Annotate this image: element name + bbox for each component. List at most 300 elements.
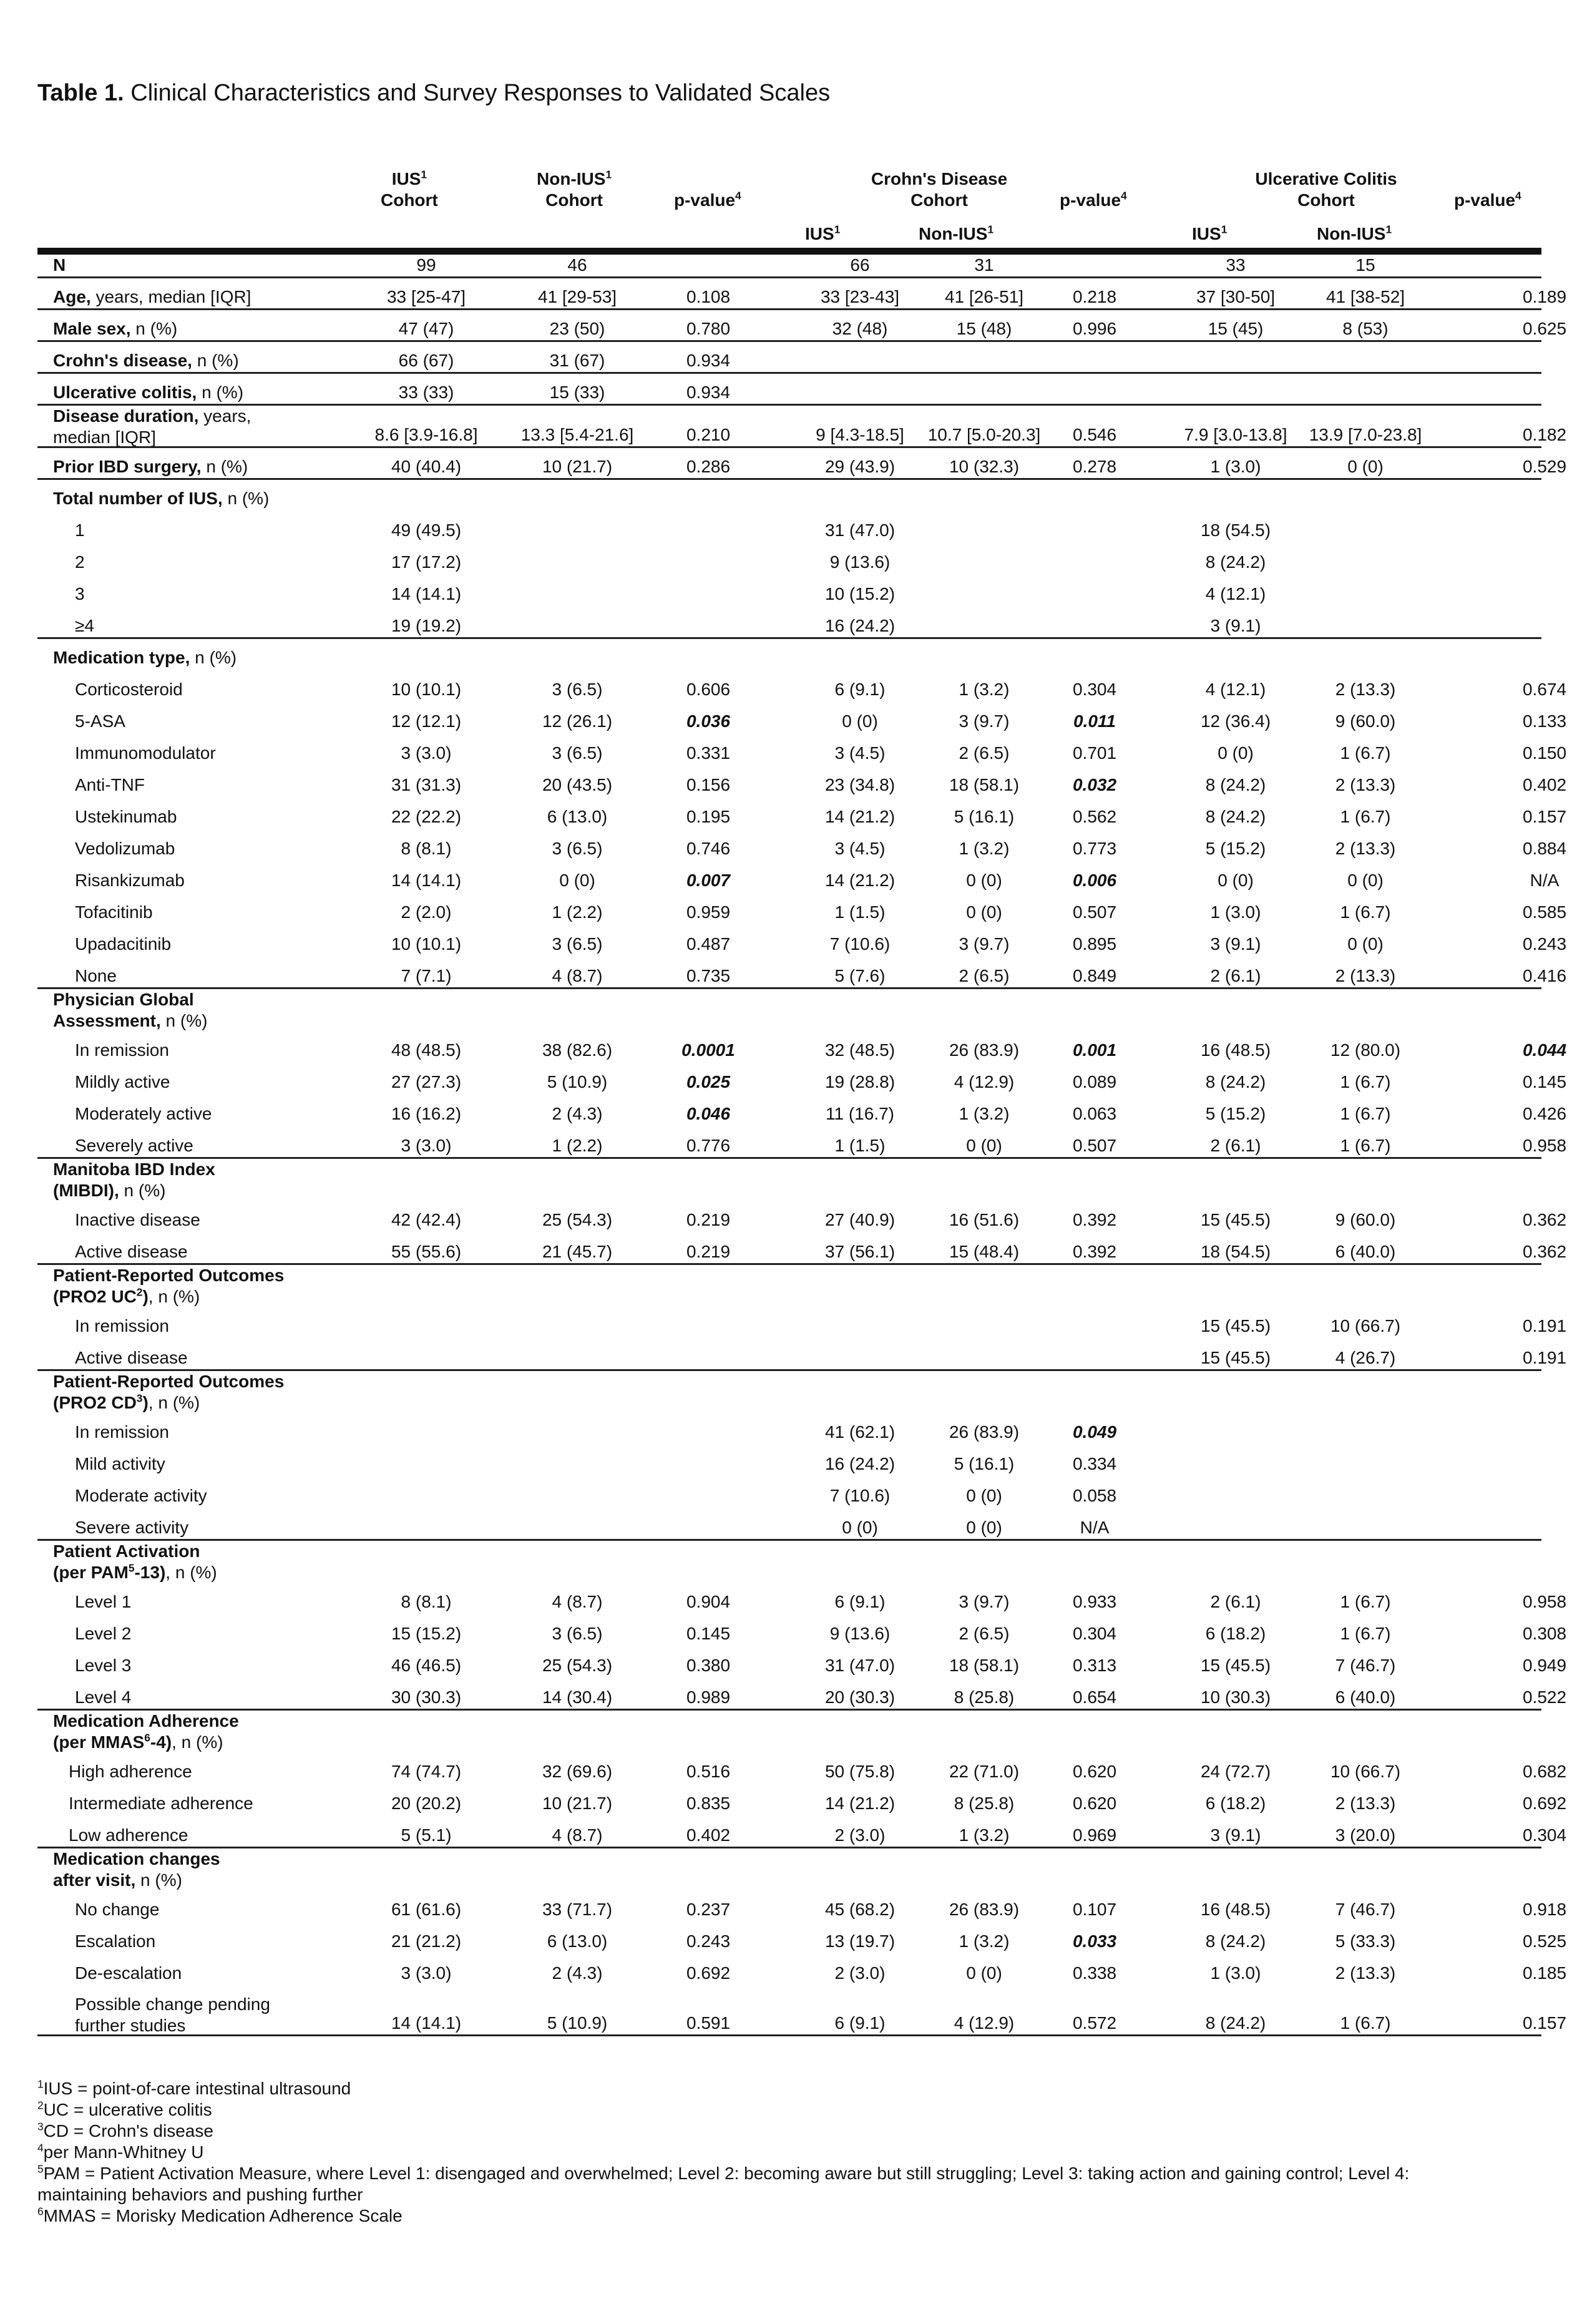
table-cell: 0.219: [686, 1210, 731, 1229]
table-row: [37, 1032, 1567, 1063]
table-cell: 0.219: [686, 1242, 731, 1261]
table-cell: 14 (21.2): [824, 807, 896, 826]
table-cell: 0.692: [686, 1963, 731, 1983]
table-cell: 0.701: [1072, 743, 1117, 763]
table-cell: 10 (21.7): [542, 457, 613, 476]
table-row: [37, 1265, 1541, 1307]
table-cell: 6 (13.0): [547, 1931, 608, 1951]
table-cell: 2 (3.0): [834, 1963, 886, 1983]
table-row: [37, 1583, 1567, 1615]
table-cell: 8 (24.2): [1205, 552, 1266, 572]
table-cell: 21 (45.7): [542, 1242, 613, 1261]
table-cell: 7 (46.7): [1335, 1656, 1396, 1675]
table-cell: 0.426: [1522, 1104, 1567, 1123]
table-cell: 0 (0): [966, 871, 1002, 890]
table-row: [37, 925, 1567, 957]
table-cell: 0.402: [686, 1825, 731, 1845]
table-cell: 0.934: [686, 351, 731, 370]
table-cell: 10 (21.7): [542, 1794, 613, 1813]
table-cell: 0.278: [1072, 457, 1117, 476]
table-cell: 14 (30.4): [542, 1687, 613, 1707]
table-cell: 0.958: [1522, 1136, 1567, 1155]
table-cell: 0 (0): [966, 1963, 1002, 1983]
table-cell: 3 (9.7): [959, 711, 1010, 731]
table-cell: 41 [38-52]: [1325, 287, 1405, 306]
row-label: 5-ASA: [75, 711, 125, 731]
table-cell: 0.334: [1072, 1454, 1117, 1473]
table-row: [37, 257, 1541, 278]
table-cell: 0.331: [686, 743, 731, 763]
row-label: No change: [75, 1900, 160, 1919]
table-row: [37, 607, 1541, 639]
table-cell: 6 (9.1): [834, 1592, 886, 1611]
row-label: Escalation: [75, 1931, 156, 1951]
table-cell: 5 (10.9): [547, 1072, 608, 1091]
table-cell: 0.218: [1072, 287, 1117, 306]
table-cell: 47 (47): [398, 319, 454, 338]
table-cell: 0.338: [1072, 1963, 1117, 1983]
row-label: Manitoba IBD Index (MIBDI), n (%): [53, 1160, 215, 1200]
row-label: Patient-Reported Outcomes (PRO2 $CD^3$), n (%): [53, 1372, 285, 1412]
table-cell: 8 (8.1): [401, 839, 452, 858]
table-cell: 3 (3.0): [401, 1136, 452, 1155]
table-cell: 0.654: [1072, 1687, 1117, 1707]
table-row: [37, 671, 1567, 703]
row-label: Risankizumab: [75, 871, 185, 890]
table-cell: 15 (45.5): [1200, 1348, 1271, 1367]
table-cell: 0 (0): [966, 902, 1002, 922]
table-cell: 0.682: [1522, 1762, 1567, 1781]
table-cell: 0.046: [686, 1104, 731, 1123]
table-cell: 31 (67): [549, 351, 605, 370]
table-cell: 2 (4.3): [552, 1963, 603, 1983]
table-cell: 0.989: [686, 1687, 731, 1707]
table-cell: 1 (6.7): [1340, 1592, 1391, 1611]
table-row: [37, 798, 1567, 830]
table-cell: 3 (9.7): [959, 1592, 1010, 1611]
row-label: Male sex, n (%): [53, 319, 178, 338]
table-cell: 31: [974, 255, 994, 275]
table-cell: 0.150: [1522, 743, 1567, 763]
table-cell: 0.313: [1072, 1656, 1117, 1675]
table-cell: 3 (6.5): [552, 839, 603, 858]
table-cell: 0.380: [686, 1656, 731, 1675]
table-cell: 16 (48.5): [1200, 1900, 1271, 1919]
table-cell: 0.058: [1072, 1486, 1117, 1505]
row-label: Prior IBD surgery, n (%): [53, 457, 248, 476]
table-cell: 99: [416, 255, 436, 275]
table-cell: 1 (6.7): [1340, 1136, 1391, 1155]
row-label: 1: [75, 520, 85, 540]
row-label: ≥4: [75, 616, 94, 635]
table-cell: 33 (71.7): [542, 1900, 613, 1919]
table-cell: 0 (0): [966, 1518, 1002, 1537]
table-cell: 13.3 [5.4-21.6]: [520, 425, 634, 444]
table-cell: 0.049: [1072, 1422, 1117, 1442]
table-cell: 0.089: [1072, 1072, 1117, 1091]
table-cell: 0.416: [1522, 966, 1567, 985]
table-cell: 15 (48.4): [949, 1242, 1020, 1261]
table-cell: 0.362: [1522, 1242, 1567, 1261]
table-cell: 66 (67): [398, 351, 454, 370]
table-row: [37, 1679, 1567, 1711]
table-cell: 1 (1.5): [834, 902, 886, 922]
table-cell: 41 [29-53]: [537, 287, 617, 306]
table-cell: 1 (3.2): [959, 1931, 1010, 1951]
table-cell: 8 (25.8): [954, 1687, 1015, 1707]
table-cell: 2 (6.1): [1210, 1592, 1261, 1611]
row-label: Active disease: [75, 1242, 188, 1261]
table-cell: 0.189: [1522, 287, 1567, 306]
header-rule: [37, 248, 1541, 255]
table-cell: 0 (0): [1218, 743, 1254, 763]
table-cell: 4 (26.7): [1335, 1348, 1396, 1367]
table-row: [37, 448, 1567, 480]
row-label: Patient Activation (per PAM$^5$-13), n (%): [53, 1541, 217, 1582]
table-cell: 0.606: [686, 680, 731, 699]
table-cell: 41 (62.1): [824, 1422, 896, 1442]
table-cell: 0.032: [1072, 775, 1117, 794]
table-cell: 1 (3.2): [959, 839, 1010, 858]
table-cell: 20 (43.5): [542, 775, 613, 794]
table-row: [37, 1063, 1567, 1095]
table-row: [37, 1923, 1567, 1955]
row-label: Immunomodulator: [75, 743, 216, 763]
row-label: Low adherence: [69, 1825, 188, 1845]
table-cell: 0.572: [1072, 2013, 1117, 2033]
table-cell: 1 (3.2): [959, 680, 1010, 699]
table-cell: 8.6 [3.9-16.8]: [374, 425, 478, 444]
table-cell: 10 (32.3): [949, 457, 1020, 476]
table-cell: 4 (8.7): [552, 966, 603, 985]
table-cell: 9 (60.0): [1335, 711, 1396, 731]
table-cell: 1 (3.0): [1210, 457, 1261, 476]
table-cell: 38 (82.6): [542, 1040, 613, 1060]
row-label: Patient-Reported Outcomes (PRO2 $UC^2$), n (%): [53, 1266, 285, 1306]
table-cell: 0.145: [686, 1624, 731, 1643]
table-cell: 33: [1226, 255, 1246, 275]
table-cell: 22 (22.2): [391, 807, 462, 826]
row-label: None: [75, 966, 117, 985]
table-cell: 45 (68.2): [824, 1900, 896, 1919]
table-title: [37, 80, 830, 107]
table-cell: 0.487: [686, 934, 731, 954]
table-cell: 0.304: [1072, 1624, 1117, 1643]
row-label: 2: [75, 552, 85, 572]
row-label: Severely active: [75, 1136, 193, 1155]
table-cell: 0.108: [686, 287, 731, 306]
table-cell: 0.191: [1522, 1316, 1567, 1335]
table-cell: 3 (9.1): [1210, 1825, 1261, 1845]
table-cell: 0.959: [686, 902, 731, 922]
row-label: Level 1: [75, 1592, 132, 1611]
table-cell: 9 [4.3-18.5]: [816, 425, 904, 444]
table-cell: 14 (14.1): [391, 2013, 462, 2033]
header-crohns-group: Crohn's Disease Cohort: [871, 169, 1008, 210]
table-row: [37, 1413, 1541, 1445]
table-cell: 1 (6.7): [1340, 743, 1391, 763]
table-cell: 8 (53): [1342, 319, 1389, 338]
table-cell: 6 (40.0): [1335, 1687, 1396, 1707]
table-cell: 2 (6.5): [959, 1624, 1010, 1643]
table-cell: 16 (51.6): [949, 1210, 1020, 1229]
table-cell: 17 (17.2): [391, 552, 462, 572]
row-label: Level 2: [75, 1624, 132, 1643]
table-cell: 2 (4.3): [552, 1104, 603, 1123]
table-cell: 0.191: [1522, 1348, 1567, 1367]
table-cell: 50 (75.8): [824, 1762, 896, 1781]
table-cell: 5 (10.9): [547, 2013, 608, 2033]
table-row: [37, 1159, 1541, 1201]
table-cell: 3 (3.0): [401, 743, 452, 763]
table-row: [37, 374, 1541, 406]
table-cell: 0.780: [686, 319, 731, 338]
table-cell: 4 (12.1): [1205, 680, 1266, 699]
table-cell: 0.243: [686, 1931, 731, 1951]
row-label: De-escalation: [75, 1963, 182, 1983]
row-label: Intermediate adherence: [69, 1794, 253, 1813]
table-cell: 3 (4.5): [834, 839, 886, 858]
table-row: [37, 575, 1541, 607]
table-cell: 0.392: [1072, 1210, 1117, 1229]
table-cell: 0.692: [1522, 1794, 1567, 1813]
table-cell: 16 (24.2): [824, 1454, 896, 1473]
header-uc-group: Ulcerative Colitis Cohort: [1255, 169, 1397, 210]
table-cell: 1 (6.7): [1340, 807, 1391, 826]
row-label: Age, years, median [IQR]: [53, 287, 251, 306]
table-cell: 2 (6.1): [1210, 966, 1261, 985]
table-cell: 0.507: [1072, 902, 1117, 922]
table-cell: 33 (33): [398, 383, 454, 402]
table-cell: 3 (3.0): [401, 1963, 452, 1983]
table-cell: 26 (83.9): [949, 1040, 1020, 1060]
table-cell: 3 (4.5): [834, 743, 886, 763]
table-cell: 13 (19.7): [824, 1931, 896, 1951]
table-row: [37, 480, 1541, 512]
table-row: [37, 1201, 1567, 1233]
table-cell: 12 (80.0): [1330, 1040, 1401, 1060]
table-cell: 0.006: [1072, 871, 1117, 890]
table-cell: 0.996: [1072, 319, 1117, 338]
table-cell: 49 (49.5): [391, 520, 462, 540]
table-cell: 19 (28.8): [824, 1072, 896, 1091]
table-cell: 1 (3.2): [959, 1104, 1010, 1123]
table-row: [37, 1233, 1567, 1265]
table-cell: 1 (3.2): [959, 1825, 1010, 1845]
table-cell: 6 (13.0): [547, 807, 608, 826]
row-label: Medication Adherence (per MMAS$^6$-4), n (%): [53, 1711, 239, 1752]
table-cell: 0.773: [1072, 839, 1117, 858]
table-cell: 6 (18.2): [1205, 1794, 1266, 1813]
table-cell: 8 (24.2): [1205, 1931, 1266, 1951]
table-cell: 0.133: [1522, 711, 1567, 731]
footnotes: [37, 2078, 1541, 2227]
table-row: [37, 989, 1541, 1032]
table-cell: 42 (42.4): [391, 1210, 462, 1229]
table-cell: 1 (6.7): [1340, 1072, 1391, 1091]
table-cell: 2 (13.3): [1335, 966, 1396, 985]
row-label: N: [53, 255, 66, 275]
table-cell: 0.934: [686, 383, 731, 402]
table-cell: 0.620: [1072, 1794, 1117, 1813]
table-cell: 7 (10.6): [829, 1486, 891, 1505]
table-cell: 0.546: [1072, 425, 1117, 444]
table-cell: 2 (13.3): [1335, 839, 1396, 858]
table-cell: 33 [25-47]: [386, 287, 466, 306]
table-cell: 10.7 [5.0-20.3]: [927, 425, 1041, 444]
table-cell: 18 (54.5): [1200, 520, 1271, 540]
row-label: Disease duration, years, median [IQR]: [53, 406, 251, 447]
table-row: [37, 1371, 1541, 1413]
table-cell: 0.625: [1522, 319, 1567, 338]
table-cell: 0.746: [686, 839, 731, 858]
table-cell: 0.904: [686, 1592, 731, 1611]
table-cell: 12 (12.1): [391, 711, 462, 731]
table-cell: 0.402: [1522, 775, 1567, 794]
table-cell: 2 (6.5): [959, 966, 1010, 985]
table-cell: 37 (56.1): [824, 1242, 896, 1261]
table-cell: 23 (34.8): [824, 775, 896, 794]
table-cell: 10 (10.1): [391, 934, 462, 954]
row-label: Anti-TNF: [75, 775, 145, 794]
table-cell: 1 (3.0): [1210, 1963, 1261, 1983]
footnote: $^4$per Mann-Whitney U: [37, 2141, 204, 2162]
table-cell: 26 (83.9): [949, 1900, 1020, 1919]
row-label: Physician Global Assessment, n (%): [53, 990, 208, 1030]
table-cell: 0.0001: [681, 1040, 735, 1060]
row-label: In remission: [75, 1040, 169, 1060]
table-cell: 0.522: [1522, 1687, 1567, 1707]
table-cell: 0.195: [686, 807, 731, 826]
table-cell: 5 (16.1): [954, 807, 1015, 826]
table-cell: 15 (45.5): [1200, 1656, 1271, 1675]
table-cell: 61 (61.6): [391, 1900, 462, 1919]
table-cell: 0.063: [1072, 1104, 1117, 1123]
table-cell: 0.949: [1522, 1656, 1567, 1675]
table-row: [37, 1848, 1541, 1891]
table-cell: 0.044: [1522, 1040, 1567, 1060]
table-cell: 0.362: [1522, 1210, 1567, 1229]
row-label: Level 3: [75, 1656, 132, 1675]
table-cell: 1 (1.5): [834, 1136, 886, 1155]
row-label: Inactive disease: [75, 1210, 200, 1229]
table-cell: 0 (0): [842, 1518, 878, 1537]
table-row: [37, 1477, 1541, 1509]
table-cell: 11 (16.7): [826, 1104, 894, 1123]
header-crohns-ius: IUS$^1$: [805, 223, 841, 243]
table-row: [37, 1307, 1567, 1339]
row-label: 3: [75, 584, 85, 603]
table-row: [37, 1955, 1567, 1986]
table-row: [37, 1095, 1567, 1127]
table-cell: 0 (0): [1347, 934, 1384, 954]
table-cell: 0 (0): [1347, 871, 1384, 890]
table-cell: 0.007: [686, 871, 731, 890]
table-cell: 15 (48): [956, 319, 1012, 338]
table-cell: 15 (33): [549, 383, 605, 402]
table-cell: 4 (12.9): [954, 1072, 1015, 1091]
table-cell: 1 (6.7): [1340, 902, 1391, 922]
row-label: Corticosteroid: [75, 680, 183, 699]
table-cell: 0.591: [686, 2013, 731, 2033]
table-caption: Clinical Characteristics and Survey Responses to Validated Scales: [130, 80, 831, 106]
table-cell: 0.969: [1072, 1825, 1117, 1845]
table-cell: 2 (13.3): [1335, 1963, 1396, 1983]
table-cell: 0.304: [1522, 1825, 1567, 1845]
table-cell: 18 (58.1): [949, 775, 1020, 794]
table-row: [37, 1445, 1541, 1477]
table-cell: 3 (6.5): [552, 1624, 603, 1643]
header-nonius-cohort: Non-IUS$^1$ Cohort: [537, 168, 612, 210]
table-cell: 9 (60.0): [1335, 1210, 1396, 1229]
table-cell: 4 (8.7): [552, 1592, 603, 1611]
table-row: [37, 1339, 1567, 1371]
table-cell: 0.011: [1073, 711, 1116, 731]
table-cell: 0.895: [1072, 934, 1117, 954]
table-cell: 33 [23-43]: [820, 287, 900, 306]
table-cell: 2 (3.0): [834, 1825, 886, 1845]
table-cell: 1 (6.7): [1340, 1624, 1391, 1643]
table-cell: 0.849: [1072, 966, 1117, 985]
table-cell: 13.9 [7.0-23.8]: [1309, 425, 1422, 444]
row-label: Tofacitinib: [75, 902, 153, 922]
table-cell: 24 (72.7): [1200, 1762, 1271, 1781]
table-cell: 3 (20.0): [1335, 1825, 1396, 1845]
table-cell: 14 (14.1): [391, 871, 462, 890]
table-cell: 0.674: [1522, 680, 1567, 699]
table-row: [37, 957, 1567, 989]
table-cell: 0.157: [1522, 807, 1567, 826]
table-cell: 20 (30.3): [824, 1687, 896, 1707]
table-cell: 8 (24.2): [1205, 775, 1266, 794]
table-cell: 0.516: [686, 1762, 731, 1781]
table-cell: 0.392: [1072, 1242, 1117, 1261]
row-label: Crohn's disease, n (%): [53, 351, 239, 370]
table-cell: 8 (24.2): [1205, 2013, 1266, 2033]
table-cell: 12 (36.4): [1200, 711, 1271, 731]
table-row: [37, 1753, 1567, 1785]
table-cell: 9 (13.6): [829, 1624, 891, 1643]
table-cell: 0.525: [1522, 1931, 1567, 1951]
table-cell: 10 (10.1): [391, 680, 462, 699]
table-cell: 0.776: [686, 1136, 731, 1155]
table-cell: 0.001: [1072, 1040, 1117, 1060]
row-label: Active disease: [75, 1348, 188, 1367]
table-cell: 10 (66.7): [1330, 1316, 1401, 1335]
table-row: [37, 512, 1541, 544]
table-cell: 41 [26-51]: [944, 287, 1024, 306]
table-cell: 5 (33.3): [1335, 1931, 1396, 1951]
table-cell: 32 (69.6): [542, 1762, 613, 1781]
table-cell: 55 (55.6): [391, 1242, 462, 1261]
table-cell: 1 (2.2): [552, 902, 603, 922]
table-cell: 0.918: [1522, 1900, 1567, 1919]
table-row: [37, 830, 1567, 862]
table-cell: 3 (6.5): [552, 680, 603, 699]
table-cell: 26 (83.9): [949, 1422, 1020, 1442]
row-label: Vedolizumab: [75, 839, 175, 858]
header-pvalue-overall: p-value$^4$: [674, 189, 741, 210]
table-cell: 0.036: [686, 711, 731, 731]
table-cell: 0.243: [1522, 934, 1567, 954]
table-cell: 0 (0): [966, 1136, 1002, 1155]
table-row: [37, 735, 1567, 766]
table-cell: 14 (21.2): [824, 1794, 896, 1813]
table-cell: 0.107: [1072, 1900, 1117, 1919]
table-cell: 4 (12.1): [1205, 584, 1266, 603]
table-cell: 0 (0): [1218, 871, 1254, 890]
table-row: [37, 862, 1560, 894]
